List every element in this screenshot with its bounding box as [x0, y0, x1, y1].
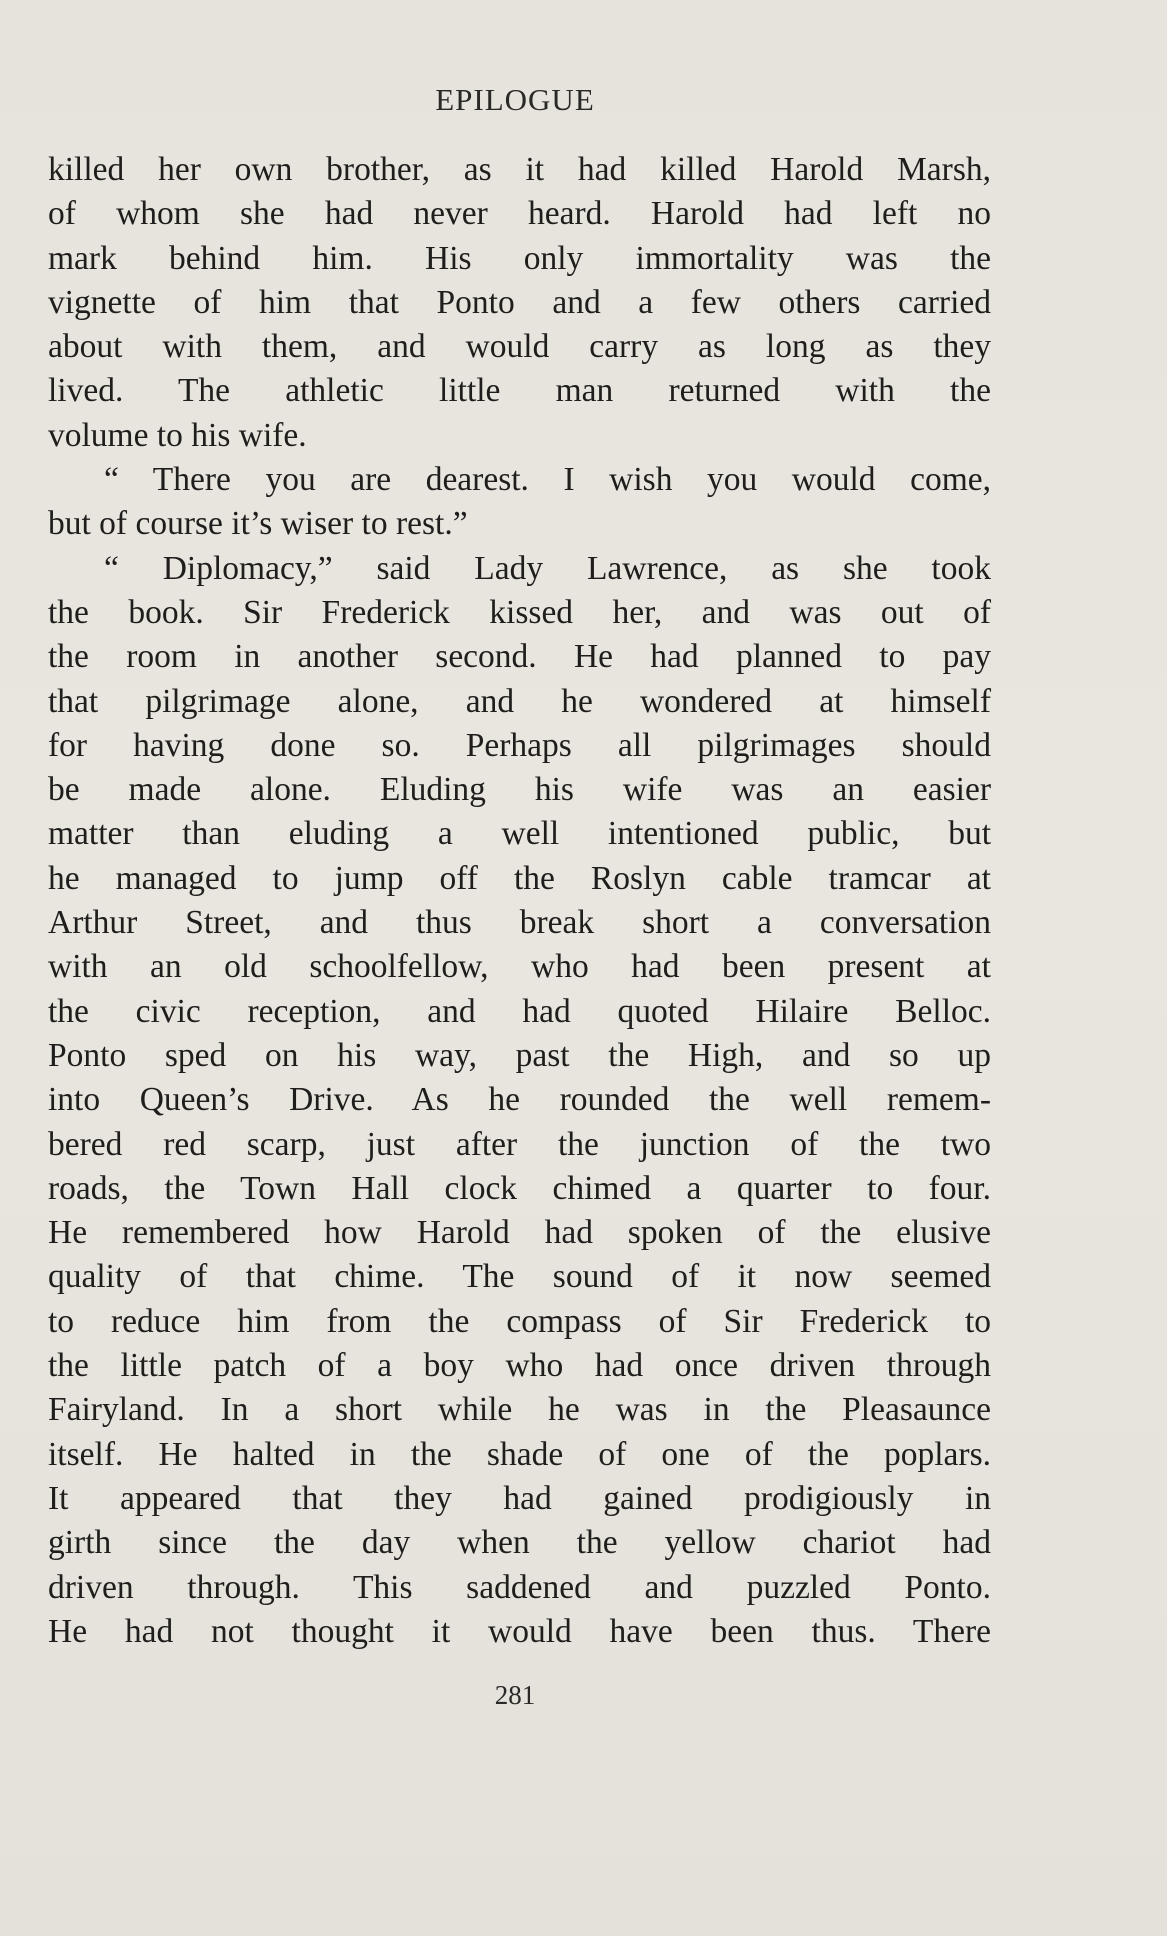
text-line: but of course it’s wiser to rest.” [48, 505, 468, 543]
text-line: girth since the day when the yellow chariot had [48, 1524, 991, 1562]
text-line: vignette of him that Ponto and a few others carried [48, 283, 991, 321]
text-line: matter than eluding a well intentioned public, but [48, 815, 991, 853]
text-line: volume to his wife. [48, 416, 307, 454]
text-line: mark behind him. His only immortality was the [48, 239, 991, 277]
text-line: into Queen’s Drive. As he rounded the well remem- [48, 1081, 991, 1119]
text-line: the civic reception, and had quoted Hilaire Belloc. [48, 992, 991, 1030]
text-line: of whom she had never heard. Harold had left no [48, 195, 991, 233]
text-line: Ponto sped on his way, past the High, and so up [48, 1036, 991, 1074]
text-line: “ Diplomacy,” said Lady Lawrence, as she took [104, 549, 991, 587]
text-line: about with them, and would carry as long as they [48, 328, 991, 366]
text-line: He had not thought it would have been thus. There [48, 1612, 991, 1650]
text-line: killed her own brother, as it had killed Harold Marsh, [48, 151, 991, 188]
text-line: for having done so. Perhaps all pilgrimages should [48, 726, 991, 764]
text-line: lived. The athletic little man returned with the [48, 372, 991, 410]
text-line: be made alone. Eluding his wife was an easier [48, 771, 991, 809]
page-number: 281 [494, 1680, 536, 1710]
running-head: EPILOGUE [435, 82, 595, 117]
text-line: he managed to jump off the Roslyn cable tramcar at [48, 859, 991, 897]
text-line: quality of that chime. The sound of it now seemed [48, 1258, 991, 1296]
text-line: the little patch of a boy who had once driven through [48, 1347, 991, 1385]
text-line: the book. Sir Frederick kissed her, and was out of [48, 593, 991, 631]
text-line: to reduce him from the compass of Sir Frederick to [48, 1302, 991, 1340]
text-line: that pilgrimage alone, and he wondered at himself [48, 682, 991, 720]
text-line: roads, the Town Hall clock chimed a quarter to four. [48, 1169, 991, 1207]
text-line: “ There you are dearest. I wish you would come, [104, 461, 991, 499]
text-line: driven through. This saddened and puzzled Ponto. [48, 1568, 991, 1606]
text-line: itself. He halted in the shade of one of the poplars. [48, 1435, 991, 1473]
text-line: the room in another second. He had planned to pay [48, 638, 991, 676]
text-line: Arthur Street, and thus break short a conversation [48, 904, 991, 942]
body-text [48, 148, 991, 1654]
text-line: bered red scarp, just after the junction of the two [48, 1125, 991, 1163]
text-line: It appeared that they had gained prodigiously in [48, 1479, 991, 1517]
text-line: He remembered how Harold had spoken of the elusive [48, 1214, 991, 1252]
text-line: Fairyland. In a short while he was in the Pleasaunce [48, 1391, 991, 1429]
text-line: with an old schoolfellow, who had been present at [48, 948, 991, 986]
